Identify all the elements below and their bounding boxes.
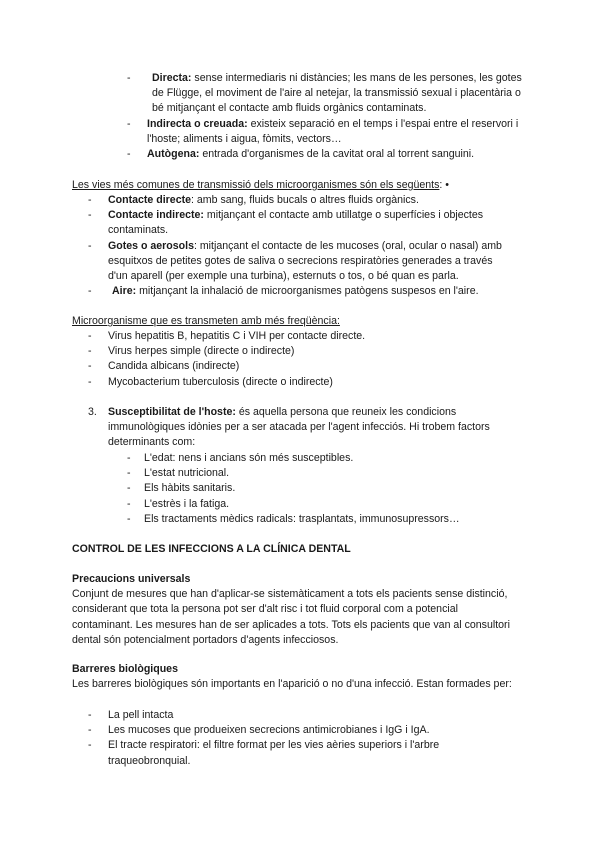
list-item: - Candida albicans (indirecte) bbox=[88, 360, 240, 373]
list-item: - Aire: mitjançant la inhalació de microorganismes patògens suspesos en l'aire. bbox=[88, 285, 479, 298]
barreres-list bbox=[88, 708, 513, 769]
list-item: - Directa: sense intermediaris ni distàncies; les mans de les persones, les gotes de Flügge, el moviment de l'aire al netejar, la transmissió sexual i placentària o bé mitjançant el contacte amb fluids orgànics contaminats. bbox=[127, 72, 522, 115]
list-item: - L'estrès i la fatiga. bbox=[127, 497, 230, 510]
factors-list bbox=[127, 451, 527, 527]
vies-heading: Les vies més comunes de transmissió dels microorganismes són els següents: • bbox=[72, 179, 450, 191]
vies-list bbox=[88, 193, 513, 299]
precaucions-text: Conjunt de mesures que han d'aplicar-se sistemàticament a tots els pacients sense distinció, considerant que tota la persona pot ser d'alt risc i tot fluid corporal com a potencial contaminant. Les mesures han de ser aplicades a tots. Tots els pacients que van al consultori dental són potencialment portadors d'agents infecciosos. bbox=[72, 588, 510, 646]
list-item: - L'edat: nens i ancians són més susceptibles. bbox=[127, 452, 354, 464]
susceptibility-item: 3. Susceptibilitat de l'hoste: és aquella persona que reuneix les condicions immunològiques idònies per a ser atacada per l'agent infecciós. Hi trobem factors determinants com: bbox=[88, 406, 490, 449]
barreres-section bbox=[72, 662, 520, 692]
micro-heading: Microorganisme que es transmeten amb més freqüència: bbox=[72, 315, 340, 327]
list-item: - Mycobacterium tuberculosis (directe o indirecte) bbox=[88, 375, 333, 388]
barreres-text: Les barreres biològiques són importants en l'aparició o no d'una infecció. Estan formades per: bbox=[72, 678, 512, 691]
list-item: - Les mucoses que produeixen secrecions antimicrobianes i IgG i IgA. bbox=[88, 724, 430, 737]
list-item: - Indirecta o creuada: existeix separació en el temps i l'espai entre el reservori i l'hoste; aliments i aigua, fòmits, vectors… bbox=[127, 117, 519, 145]
list-item: - Els hàbits sanitaris. bbox=[127, 482, 236, 495]
precaucions-section bbox=[72, 572, 520, 648]
barreres-heading: Barreres biològiques bbox=[72, 663, 178, 675]
section-title: CONTROL DE LES INFECCIONS A LA CLÍNICA DENTAL bbox=[72, 543, 351, 555]
list-item: - L'estat nutricional. bbox=[127, 467, 230, 480]
list-item: - Autògena: entrada d'organismes de la cavitat oral al torrent sanguini. bbox=[127, 148, 475, 161]
transmission-type-list bbox=[127, 71, 527, 162]
list-item: - Gotes o aerosols: mitjançant el contacte de les mucoses (oral, ocular o nasal) amb esquitxos de petites gotes de saliva o secrecions respiratòries generades a través d'un aparell (per exemple una turbina), esternuts o tos, o bé quan es parla. bbox=[88, 239, 502, 283]
precaucions-heading: Precaucions universals bbox=[72, 573, 191, 585]
list-item: - Virus herpes simple (directe o indirecte) bbox=[88, 345, 295, 358]
microorganism-list bbox=[88, 329, 513, 390]
list-item: - Contacte indirecte: mitjançant el contacte amb utillatge o superfícies i objectes contaminats. bbox=[88, 209, 484, 237]
list-item: - El tracte respiratori: el filtre format per les vies aèries superiors i l'arbre traqueobronquial. bbox=[88, 739, 440, 767]
list-item: - Virus hepatitis B, hepatitis C i VIH per contacte directe. bbox=[88, 330, 366, 342]
list-item: - Contacte directe: amb sang, fluids bucals o altres fluids orgànics. bbox=[88, 194, 419, 206]
list-item: - Els tractaments mèdics radicals: trasplantats, immunosupressors… bbox=[127, 512, 460, 525]
list-item: - La pell intacta bbox=[88, 709, 174, 721]
